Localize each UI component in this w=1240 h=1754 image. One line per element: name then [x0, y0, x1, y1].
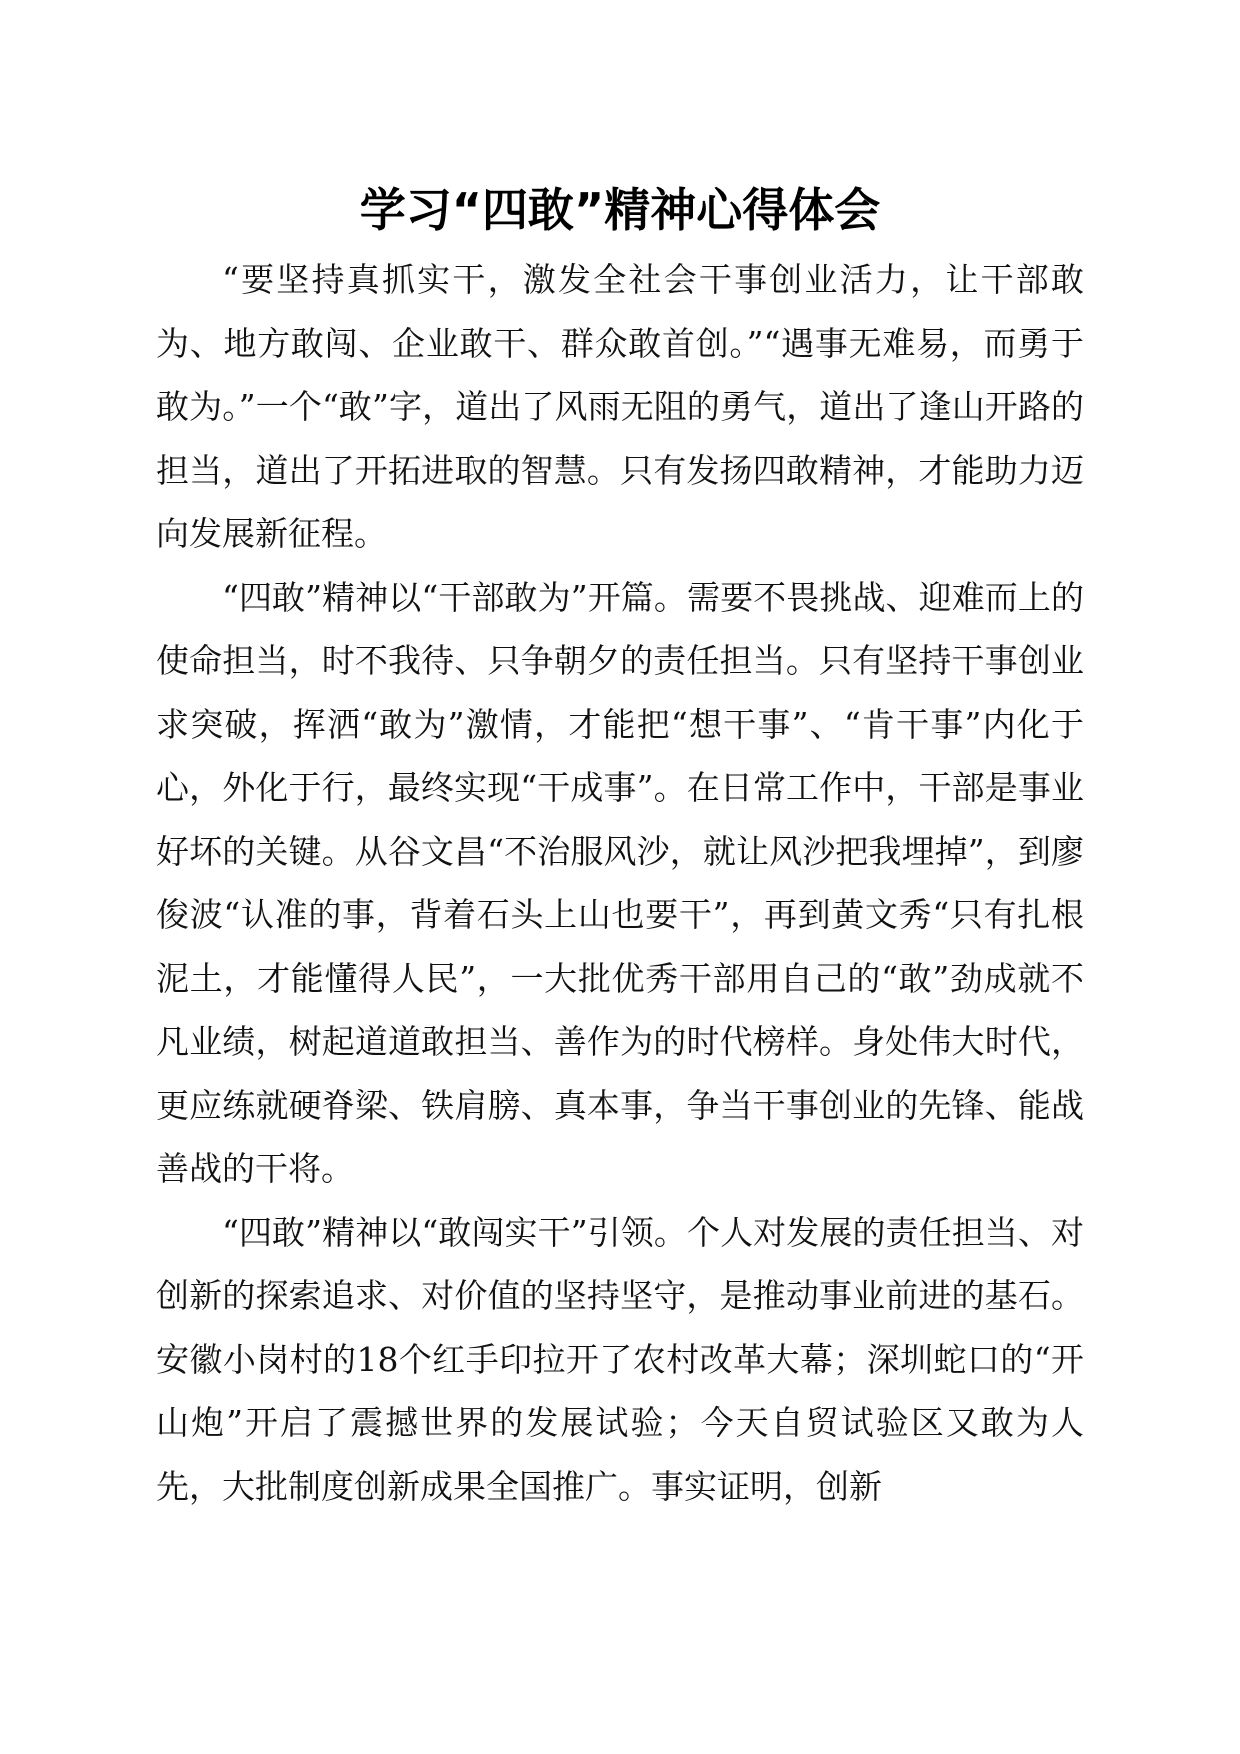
paragraph-2: “四敢”精神以“干部敢为”开篇。需要不畏挑战、迎难而上的使命担当，时不我待、只争朝夕的责任担当。只有坚持干事创业求突破，挥洒“敢为”激情，才能把“想干事”、“肯干事”内化于心，外化于行，最终实现“干成事”。在日常工作中，干部是事业好坏的关键。从谷文昌“不治服风沙，就让风沙把我埋掉”，到廖俊波“认准的事，背着石头上山也要干”，再到黄文秀“只有扎根泥土，才能懂得人民”，一大批优秀干部用自己的“敢”劲成就不凡业绩，树起道道敢担当、善作为的时代榜样。身处伟大时代，更应练就硬脊梁、铁肩膀、真本事，争当干事创业的先锋、能战善战的干将。 [156, 577, 1084, 1188]
document-title: 学习“四敢”精神心得体会 [359, 183, 881, 237]
paragraph-1: “要坚持真抓实干，激发全社会干事创业活力，让干部敢为、地方敢闯、企业敢干、群众敢首创。”“遇事无难易，而勇于敢为。”一个“敢”字，道出了风雨无阻的勇气，道出了逢山开路的担当，道出了开拓进取的智慧。只有发扬四敢精神，才能助力迈向发展新征程。 [156, 260, 1084, 553]
paragraph-3: “四敢”精神以“敢闯实干”引领。个人对发展的责任担当、对创新的探索追求、对价值的坚持坚守，是推动事业前进的基石。安徽小岗村的18个红手印拉开了农村改革大幕；深圳蛇口的“开山炮”开启了震撼世界的发展试验；今天自贸试验区又敢为人先，大批制度创新成果全国推广。事实证明，创新 [156, 1212, 1084, 1506]
document-body [156, 248, 1084, 1518]
